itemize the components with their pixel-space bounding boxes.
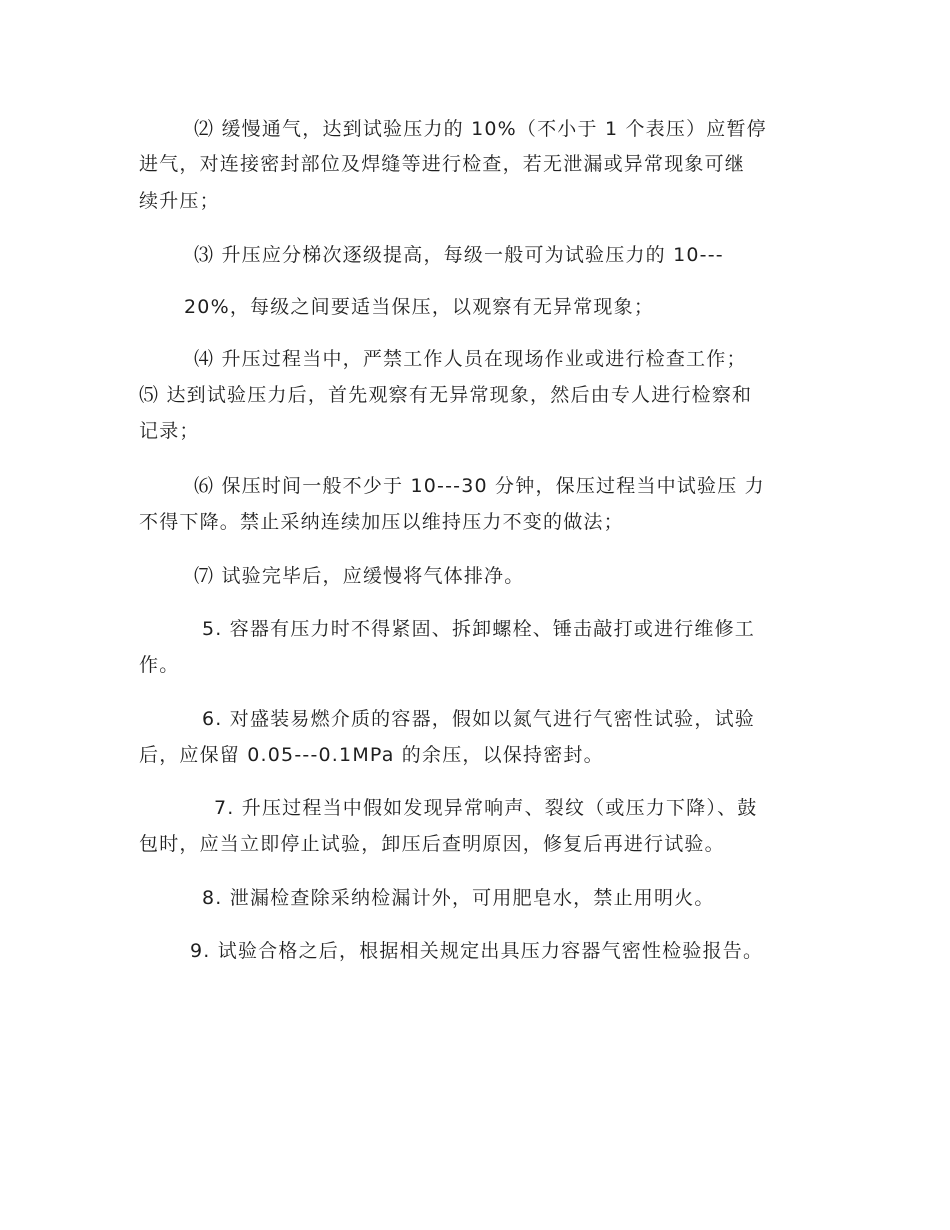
text-line: 7. 升压过程当中假如发现异常响声、裂纹（或压力下降）、鼓 [214,797,758,819]
text-line: ⑵ 缓慢通气，达到试验压力的 10%（不小于 1 个表压）应暂停 [194,118,767,140]
text-line: ⑸ 达到试验压力后，首先观察有无异常现象，然后由专人进行检察和 [139,384,753,406]
text-line: 不得下降。禁止采纳连续加压以维持压力不变的做法； [139,511,624,533]
text-line: 8. 泄漏检查除采纳检漏计外，可用肥皂水，禁止用明火。 [202,887,715,909]
text-line: 续升压； [139,190,220,212]
text-line: 20%，每级之间要适当保压，以观察有无异常现象； [184,296,655,318]
text-line: 包时，应当立即停止试验，卸压后查明原因，修复后再进行试验。 [139,833,725,855]
text-line: ⑺ 试验完毕后，应缓慢将气体排净。 [194,565,525,587]
text-line: ⑶ 升压应分梯次逐级提高，每级一般可为试验压力的 10--- [194,244,724,266]
text-line: 6. 对盛装易燃介质的容器，假如以氮气进行气密性试验，试验 [202,708,755,730]
text-line: 记录； [139,420,200,442]
text-line: ⑹ 保压时间一般不少于 10---30 分钟，保压过程当中试验压 力 [194,475,765,497]
text-line: 进气，对连接密封部位及焊缝等进行检查，若无泄漏或异常现象可继 [139,153,746,175]
text-line: 5. 容器有压力时不得紧固、拆卸螺栓、锤击敲打或进行维修工 [202,618,755,640]
text-line: ⑷ 升压过程当中，严禁工作人员在现场作业或进行检查工作； [194,348,747,370]
text-line: 后，应保留 0.05---0.1MPa 的余压，以保持密封。 [139,744,604,766]
text-line: 作。 [139,654,180,676]
text-line: 9. 试验合格之后，根据相关规定出具压力容器气密性检验报告。 [190,940,764,962]
